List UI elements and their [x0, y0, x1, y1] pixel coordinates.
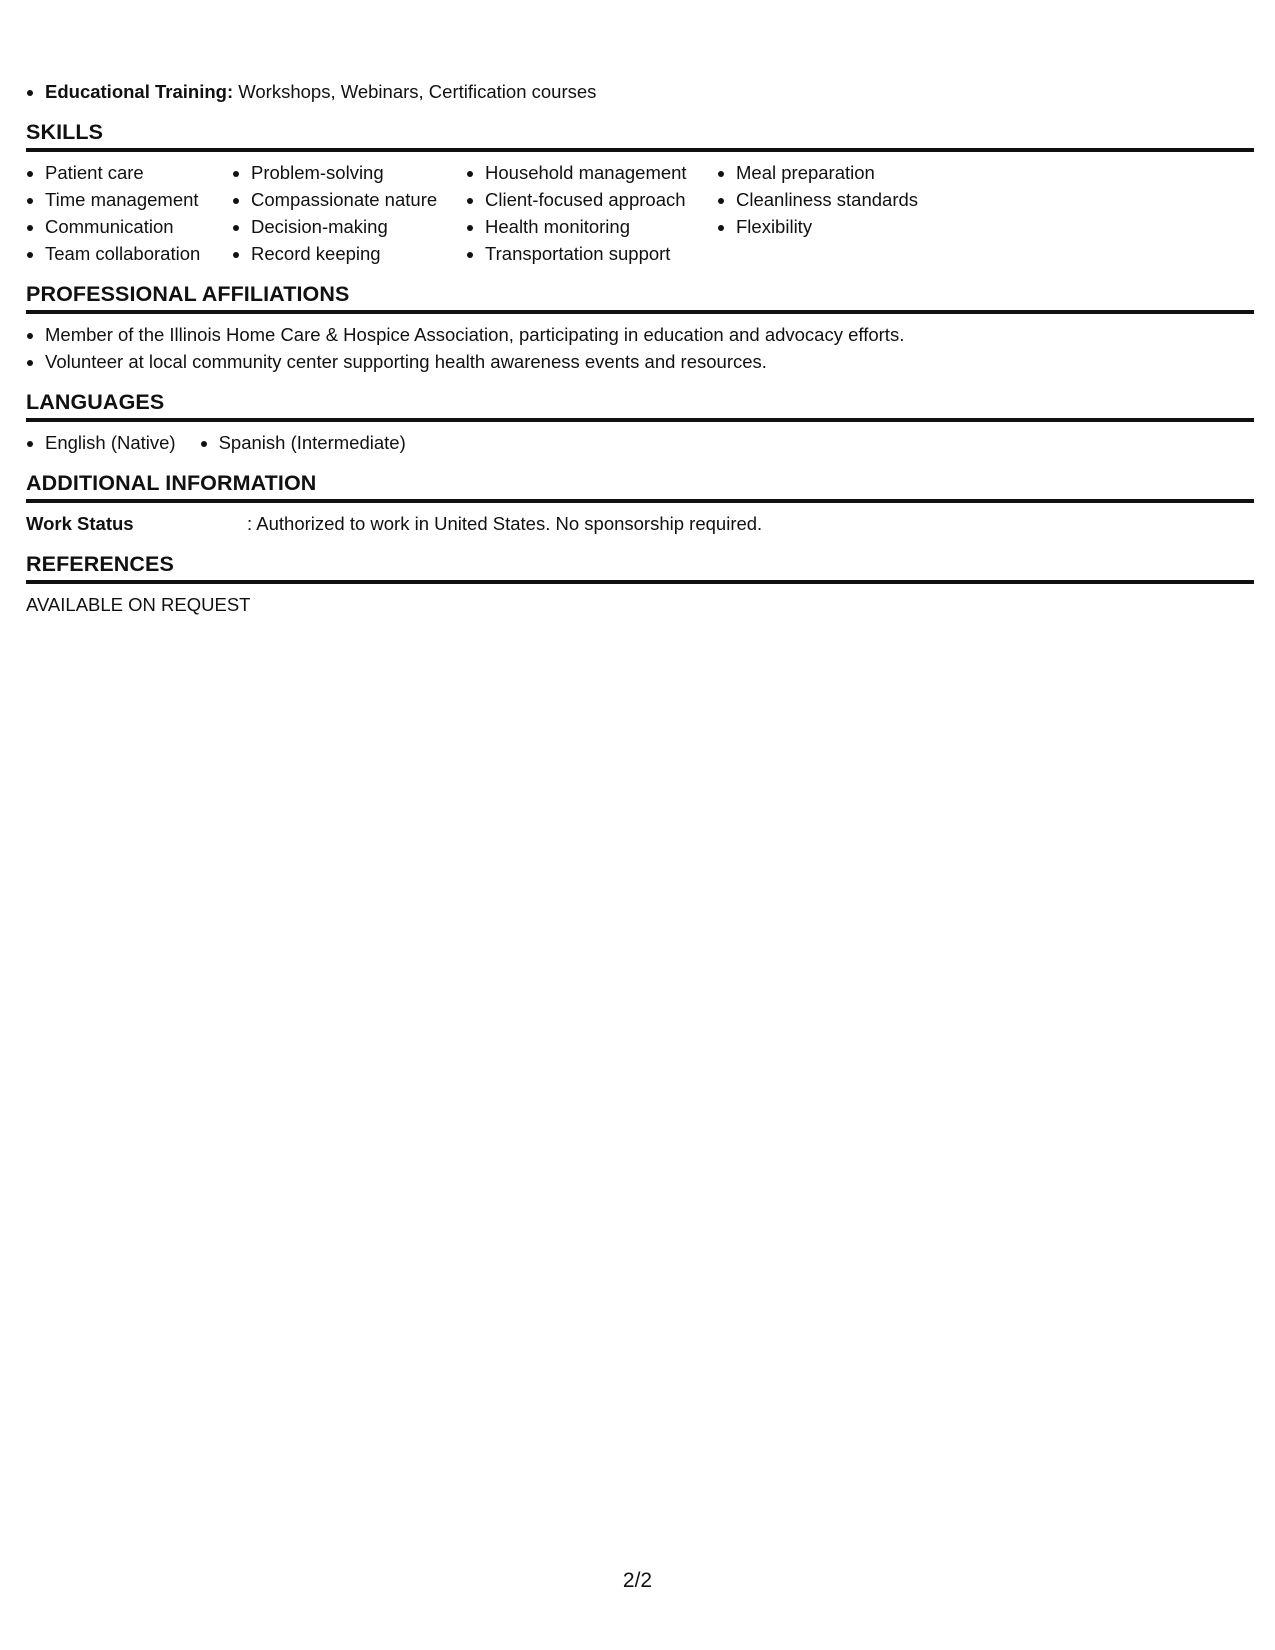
skill-item: Communication [26, 213, 232, 240]
info-value: : Authorized to work in United States. No sponsorship required. [247, 513, 763, 534]
skill-item: Compassionate nature [232, 186, 466, 213]
languages-body [26, 422, 1254, 456]
skill-item: Cleanliness standards [717, 186, 977, 213]
skills-column [26, 159, 232, 267]
languages-list [26, 429, 1254, 456]
affiliation-item: Member of the Illinois Home Care & Hospice Association, participating in education and advocacy efforts. [26, 321, 1254, 348]
references-section [26, 551, 1254, 618]
education-item-text: Workshops, Webinars, Certification courses [233, 81, 597, 102]
affiliations-body [26, 314, 1254, 375]
skill-item: Team collaboration [26, 240, 232, 267]
language-item: Spanish (Intermediate) [200, 429, 406, 456]
skill-item: Record keeping [232, 240, 466, 267]
additional-info-body [26, 503, 1254, 537]
info-row [26, 510, 1254, 537]
skill-item: Transportation support [466, 240, 717, 267]
section-heading: PROFESSIONAL AFFILIATIONS [26, 281, 1254, 314]
skill-item: Patient care [26, 159, 232, 186]
skills-column [232, 159, 466, 267]
additional-info-section [26, 470, 1254, 537]
affiliations-list [26, 321, 1254, 375]
info-label: Work Status [26, 513, 134, 534]
affiliations-section [26, 281, 1254, 375]
skill-item: Meal preparation [717, 159, 977, 186]
section-heading: REFERENCES [26, 551, 1254, 584]
skills-column [466, 159, 717, 267]
section-heading: LANGUAGES [26, 389, 1254, 422]
skill-item: Problem-solving [232, 159, 466, 186]
skill-item: Household management [466, 159, 717, 186]
page-number: 2/2 [622, 1569, 653, 1592]
languages-section [26, 389, 1254, 456]
section-heading: ADDITIONAL INFORMATION [26, 470, 1254, 503]
education-continued-list [26, 78, 1254, 105]
skill-item: Client-focused approach [466, 186, 717, 213]
affiliation-item: Volunteer at local community center supporting health awareness events and resources. [26, 348, 1254, 375]
skill-item: Health monitoring [466, 213, 717, 240]
skill-item: Time management [26, 186, 232, 213]
list-item [26, 78, 1254, 105]
skill-item: Decision-making [232, 213, 466, 240]
education-item-label: Educational Training: [45, 81, 234, 102]
section-heading: SKILLS [26, 119, 1254, 152]
skills-grid [26, 152, 1254, 267]
skills-section [26, 119, 1254, 267]
resume-content [26, 78, 1254, 618]
references-text: AVAILABLE ON REQUEST [26, 594, 251, 615]
skill-item: Flexibility [717, 213, 977, 240]
references-body [26, 584, 1254, 618]
skills-column [717, 159, 977, 267]
language-item: English (Native) [26, 429, 176, 456]
